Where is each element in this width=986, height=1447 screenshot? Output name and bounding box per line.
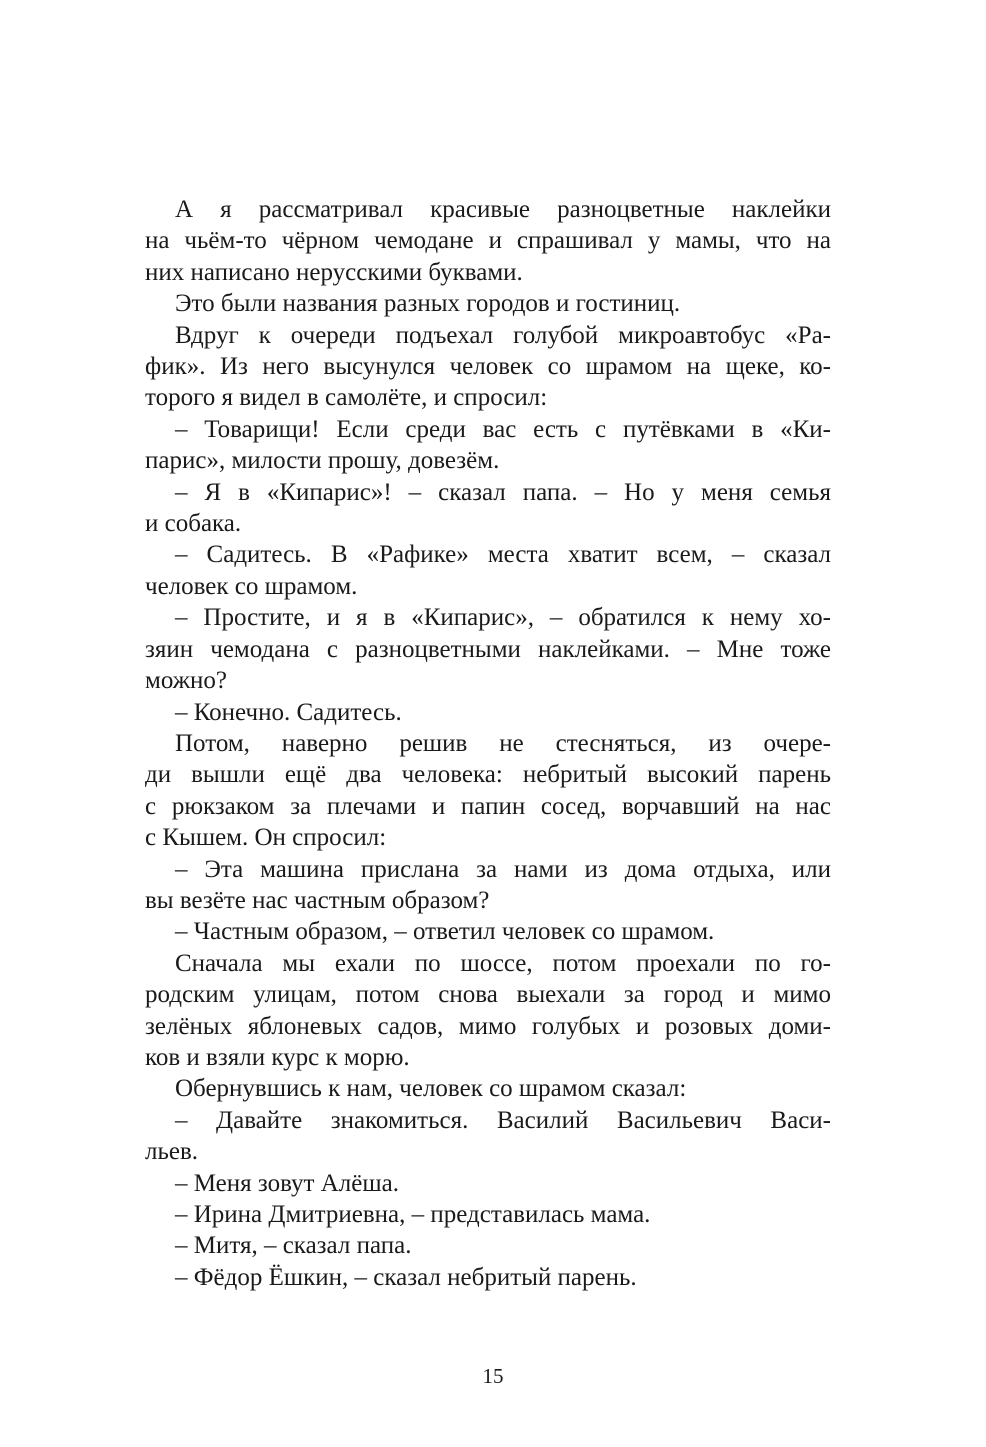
text-line: родским улицам, потом снова выехали за город и мимо	[145, 981, 831, 1009]
text-line: – Простите, и я в «Кипарис», – обратился к нему хо-	[175, 604, 831, 632]
text-line: них написано нерусскими буквами.	[145, 258, 523, 286]
text-line: А я рассматривал красивые разноцветные наклейки	[175, 196, 831, 223]
text-line: Это были названия разных городов и гостиниц.	[175, 290, 681, 318]
text-line: зяин чемодана с разноцветными наклейками. – Мне тоже	[145, 635, 831, 663]
page-body-text	[145, 194, 831, 1293]
text-line: Обернувшись к нам, человек со шрамом сказал:	[175, 1075, 687, 1103]
text-line: парис», милости прошу, довезём.	[145, 447, 500, 475]
text-line: человек со шрамом.	[145, 572, 358, 600]
text-line: и собака.	[145, 510, 242, 538]
text-line: можно?	[145, 667, 227, 695]
text-line: Сначала мы ехали по шоссе, потом проехали по го-	[175, 949, 831, 977]
text-line: с Кышем. Он спросил:	[145, 824, 387, 852]
text-line: льев.	[145, 1138, 199, 1166]
text-line: – Меня зовут Алёша.	[175, 1169, 399, 1197]
text-line: зелёных яблоневых садов, мимо голубых и розовых доми-	[145, 1012, 831, 1040]
text-line: фик». Из него высунулся человек со шрамом на щеке, ко-	[145, 353, 831, 381]
text-line: Потом, наверно решив не стесняться, из очере-	[175, 729, 831, 757]
page-number: 15	[482, 1364, 504, 1388]
text-line: ков и взяли курс к морю.	[145, 1043, 410, 1071]
text-line: – Частным образом, – ответил человек со шрамом.	[175, 918, 715, 946]
text-line: ди вышли ещё два человека: небритый высокий парень	[145, 761, 831, 789]
text-line: – Товарищи! Если среди вас есть с путёвками в «Ки-	[175, 415, 831, 443]
text-line: – Садитесь. В «Рафике» места хватит всем, – сказал	[175, 541, 831, 569]
text-line: – Митя, – сказал папа.	[175, 1232, 412, 1260]
text-line: на чьём-то чёрном чемодане и спрашивал у мамы, что на	[145, 227, 831, 255]
text-line: – Фёдор Ёшкин, – сказал небритый парень.	[175, 1263, 637, 1291]
text-line: – Ирина Дмитриевна, – представилась мама.	[175, 1201, 651, 1228]
text-line: – Эта машина прислана за нами из дома отдыха, или	[175, 855, 831, 883]
text-line: торого я видел в самолёте, и спросил:	[145, 384, 548, 412]
text-line: – Конечно. Садитесь.	[175, 698, 402, 726]
text-line: Вдруг к очереди подъехал голубой микроавтобус «Ра-	[175, 321, 831, 349]
text-line: – Я в «Кипарис»! – сказал папа. – Но у меня семья	[175, 478, 831, 506]
text-line: – Давайте знакомиться. Василий Васильевич Васи-	[175, 1106, 831, 1134]
text-line: с рюкзаком за плечами и папин сосед, ворчавший на нас	[145, 792, 831, 820]
text-line: вы везёте нас частным образом?	[145, 886, 490, 914]
